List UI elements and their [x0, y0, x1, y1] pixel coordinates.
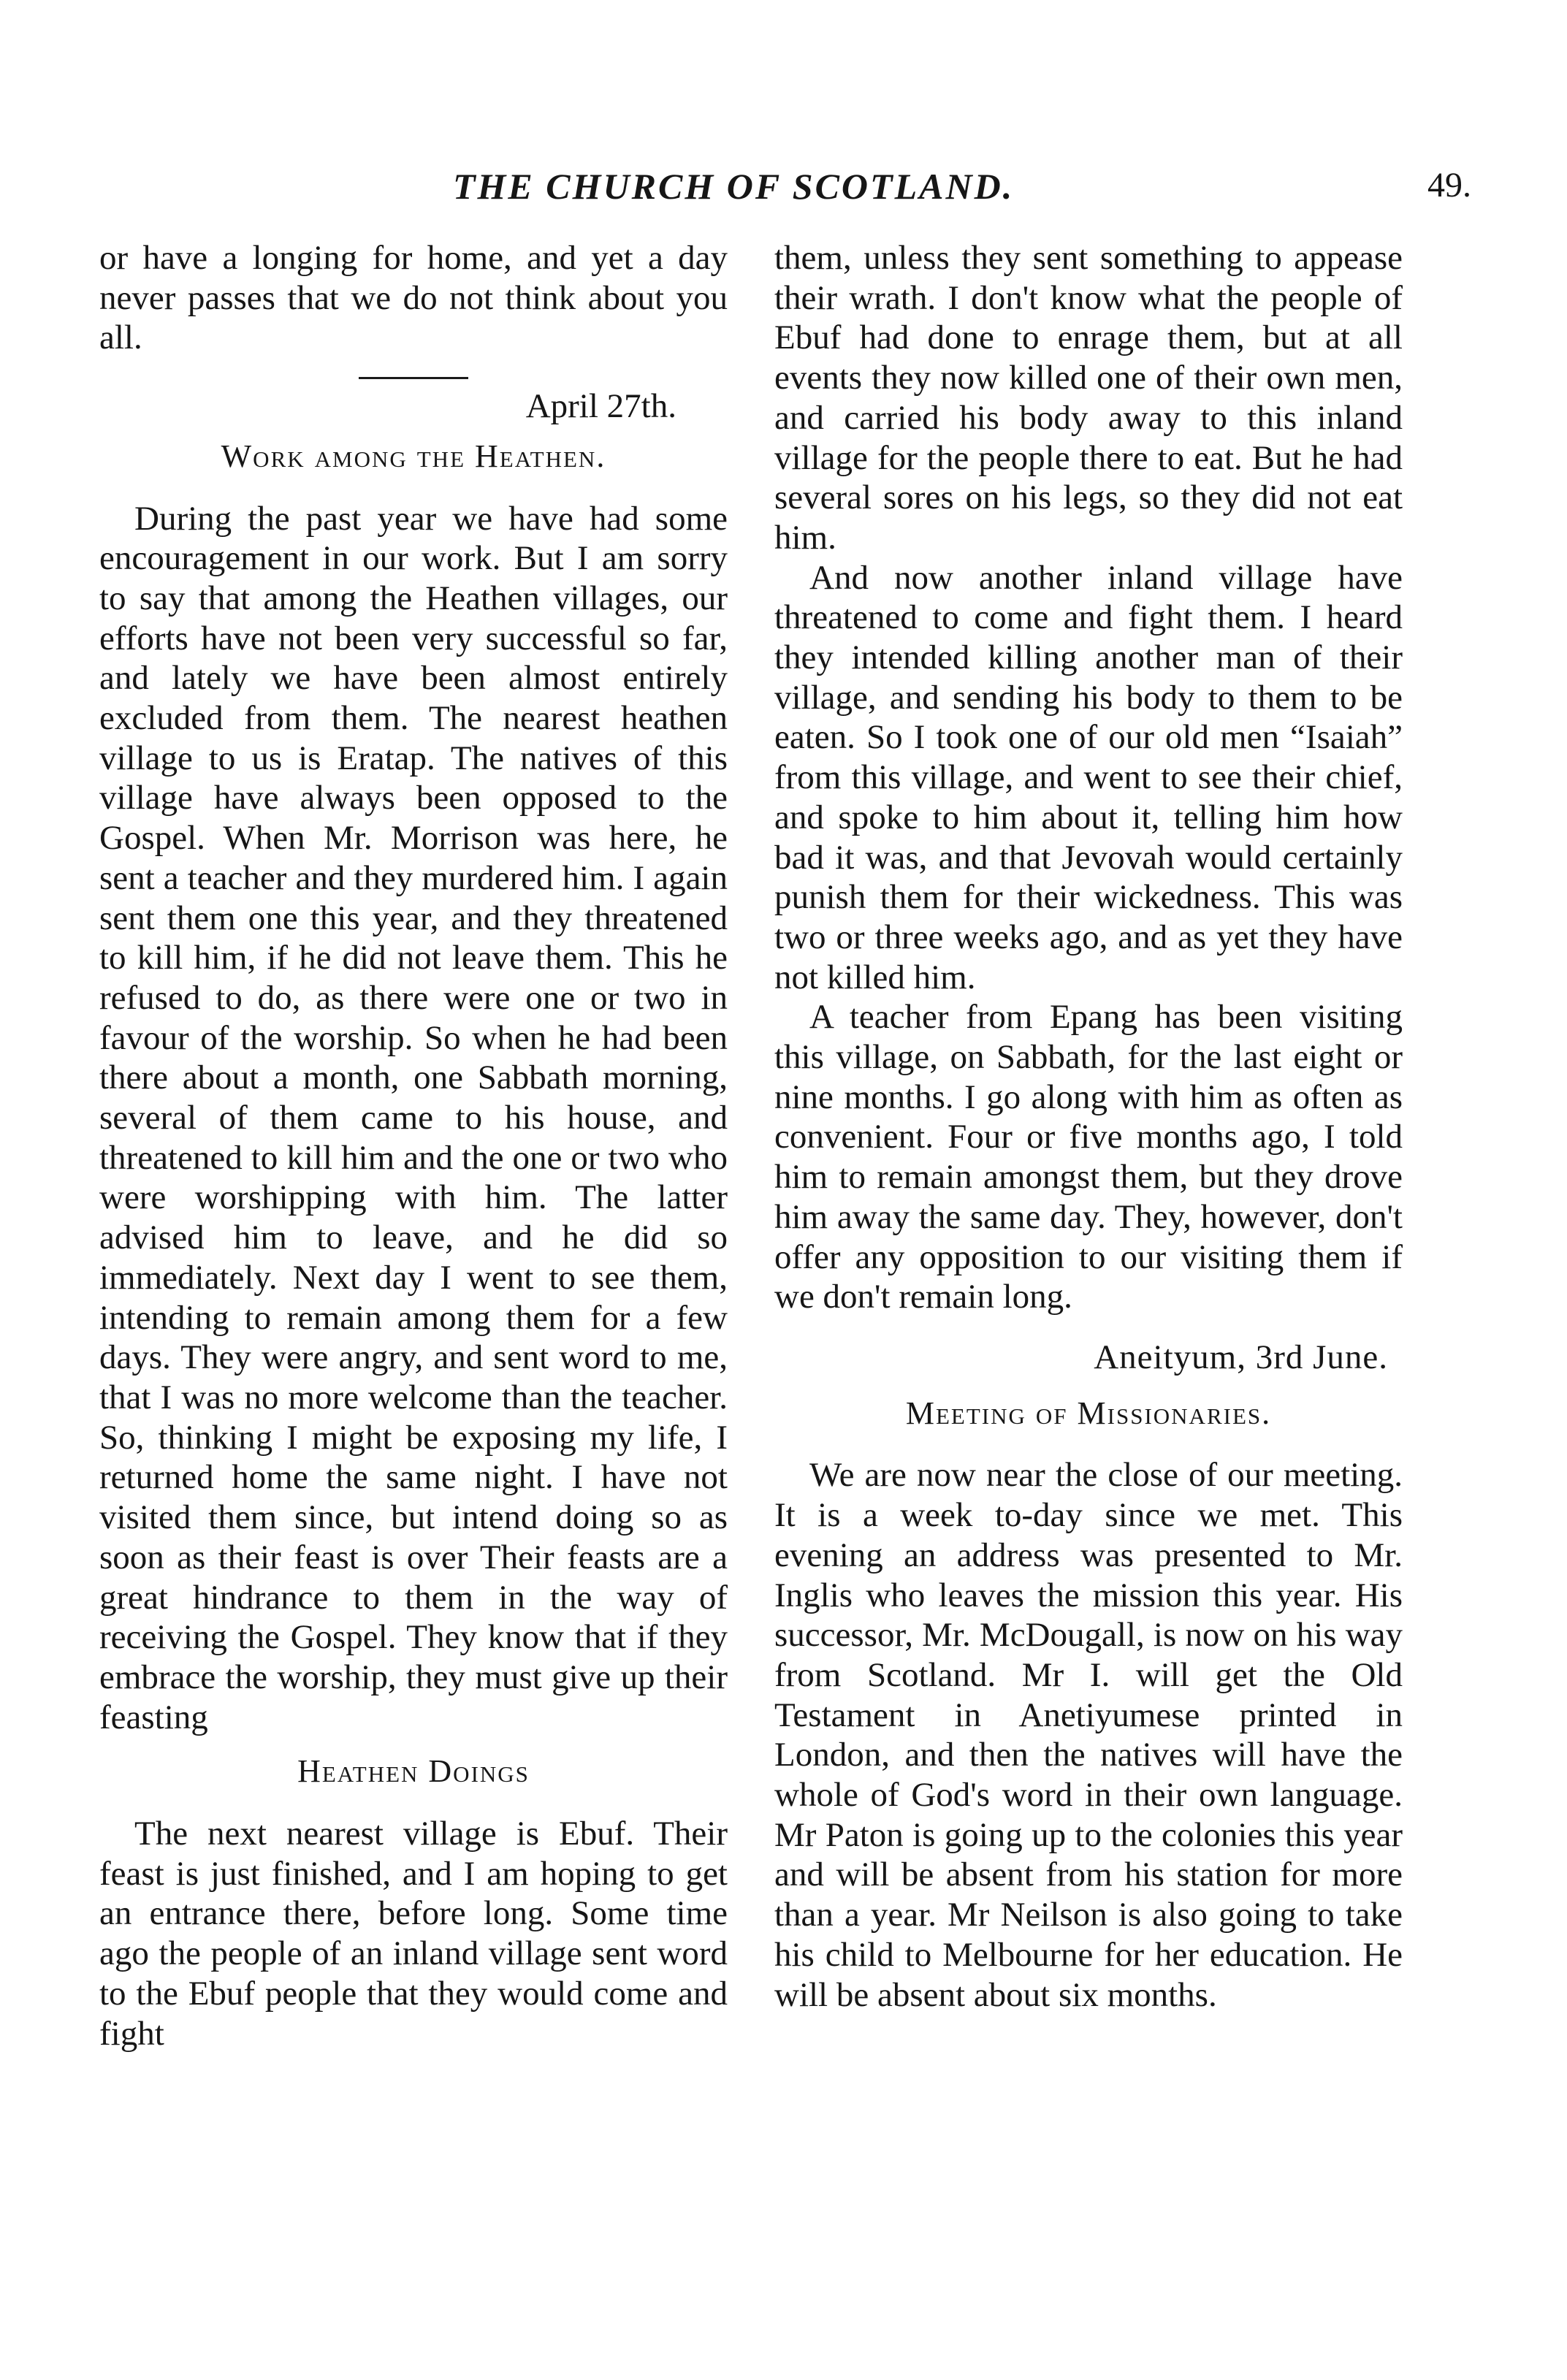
continuation-paragraph: them, unless they sent something to appease their wrath. I don't know what the people of Ebuf had done to enrage them, but at all events they now killed one of their own men, and carried his body away to this inland village for the people there to eat. But he had several sores on his legs, so they did not eat him. — [774, 239, 1403, 557]
paragraph-epang-teacher: A teacher from Epang has been visiting this village, on Sabbath, for the last eight or nine months. I go along with him as often as convenient. Four or five months ago, I told him to remain amongst them, but they drove him away the same day. They, however, don't offer any opposition to our visiting them if we don't remain long. — [774, 998, 1403, 1316]
heading-heathen-doings: Heathen Doings — [297, 1753, 530, 1790]
heading-meeting-of-missionaries: Meeting of Missionaries. — [905, 1395, 1272, 1431]
paragraph-inland-village: And now another inland village have threatened to come and fight them. I heard they intended killing another man of their village, and sending his body to them to be eaten. So I took one of our old men “Isaiah” from this village, and went to see their chief, and spoke to him about it, telling him how bad it was, and that Jevovah would certainly punish them for their wickedness. This was two or three weeks ago, and as yet they have not killed him. — [774, 558, 1403, 996]
page-number: 49. — [1427, 166, 1471, 205]
running-title: THE CHURCH OF SCOTLAND. — [453, 166, 1015, 207]
paragraph-heathen-doings: The next nearest village is Ebuf. Their feast is just finished, and I am hoping to get an entrance there, before long. Some time ago the people of an inland village sent word to the Ebuf people that they would come and fight — [99, 1815, 728, 2053]
dateline-aneityum: Aneityum, 3rd June. — [1094, 1338, 1388, 1376]
section-divider — [359, 377, 468, 379]
right-column — [774, 238, 1403, 2015]
left-column — [99, 238, 728, 2053]
page-header — [0, 165, 1567, 224]
heading-work-among-heathen: Work among the Heathen. — [221, 438, 606, 474]
opening-paragraph: or have a longing for home, and yet a day never passes that we do not think about you all. — [99, 239, 728, 357]
paragraph-meeting-of-missionaries: We are now near the close of our meeting. It is a week to-day since we met. This evening an address was presented to Mr. Inglis who leaves the mission this year. His successor, Mr. McDougall, is now on his way from Scotland. Mr I. will get the Old Testament in Anetiyumese printed in London, and then the natives will have the whole of God's word in their own language. Mr Paton is going up to the colonies this year and will be absent from his station for more than a year. Mr Neilson is also going to take his child to Melbourne for her education. He will be absent about six months. — [774, 1456, 1403, 2014]
paragraph-work-among-heathen: During the past year we have had some encouragement in our work. But I am sorry to say that among the Heathen villages, our efforts have not been very successful so far, and lately we have been almost entirely excluded from them. The nearest heathen village to us is Eratap. The natives of this village have always been opposed to the Gospel. When Mr. Morrison was here, he sent a teacher and they murdered him. I again sent them one this year, and they threatened to kill him, if he did not leave them. This he refused to do, as there were one or two in favour of the worship. So when he had been there about a month, one Sabbath morning, several of them came to his house, and threatened to kill him and the one or two who were worshipping with him. The latter advised him to leave, and he did so immediately. Next day I went to see them, intending to remain among them for a few days. They were angry, and sent word to me, that I was no more welcome than the teacher. So, thinking I might be exposing my life, I returned home the same night. I have not visited them since, but intend doing so as soon as their feast is over Their feasts are a great hindrance to them in the way of receiving the Gospel. They know that if they embrace the worship, they must give up their feasting — [99, 499, 728, 1736]
dateline-april: April 27th. — [525, 387, 676, 426]
